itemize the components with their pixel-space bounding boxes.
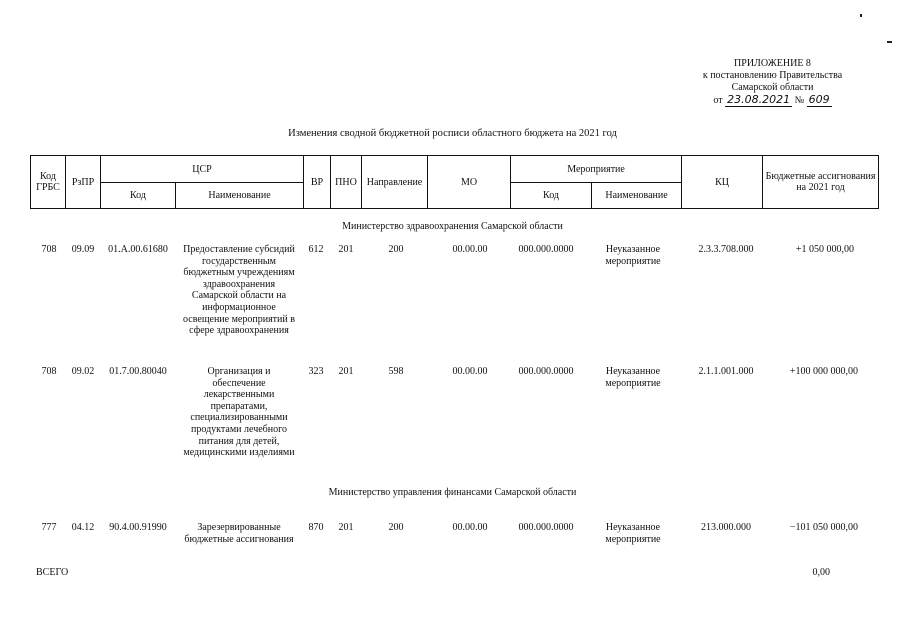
- header-kc: КЦ: [682, 156, 763, 209]
- header-mo: МО: [428, 156, 511, 209]
- cell-mer-name: Неуказанное мероприятие: [605, 522, 661, 545]
- header-budget: Бюджетные ассигнования на 2021 год: [763, 156, 879, 209]
- total-value: 0,00: [812, 567, 830, 578]
- cell-csr: 01.А.00.61680: [108, 244, 168, 255]
- cell-rzpr: 09.02: [71, 366, 95, 377]
- cell-amount: +1 050 000,00: [795, 244, 854, 255]
- cell-pno: 201: [338, 244, 354, 255]
- cell-vr: 612: [308, 244, 324, 255]
- cell-vr: 323: [308, 366, 324, 377]
- cell-csr: 90.4.00.91990: [109, 522, 167, 533]
- header-csr-kod: Код: [101, 183, 176, 209]
- handwritten-date: 23.08.2021: [727, 93, 791, 106]
- cell-rzpr: 09.09: [71, 244, 95, 255]
- cell-mer-name: Неуказанное мероприятие: [605, 366, 661, 389]
- header-napravlenie: Направление: [362, 156, 428, 209]
- number-prefix: №: [794, 95, 805, 106]
- cell-direction: 200: [388, 244, 404, 255]
- appendix-line-resolution: к постановлению Правительства: [702, 70, 843, 81]
- cell-kc: 2.3.3.708.000: [698, 244, 754, 255]
- cell-mer-kod: 000.000.0000: [518, 244, 574, 255]
- cell-pno: 201: [338, 366, 354, 377]
- cell-name: Организация и обеспечение лекарственными препаратами, специализированными продуктами лечебного питания для детей, медицинскими изделиями: [183, 366, 295, 459]
- cell-amount: +100 000 000,00: [789, 366, 858, 377]
- handwritten-number: 609: [808, 93, 830, 106]
- appendix-title: ПРИЛОЖЕНИЕ 8: [734, 58, 811, 69]
- header-mer-name: Наименование: [592, 183, 682, 209]
- cell-mer-kod: 000.000.0000: [518, 366, 574, 377]
- cell-grbs: 777: [41, 522, 57, 533]
- cell-grbs: 708: [41, 366, 57, 377]
- cell-mo: 00.00.00: [452, 522, 488, 533]
- cell-amount: −101 050 000,00: [789, 522, 858, 533]
- cell-mo: 00.00.00: [452, 366, 488, 377]
- cell-mer-name: Неуказанное мероприятие: [605, 244, 661, 267]
- cell-mo: 00.00.00: [452, 244, 488, 255]
- cell-vr: 870: [308, 522, 324, 533]
- cell-pno: 201: [338, 522, 354, 533]
- header-vr: ВР: [304, 156, 331, 209]
- document-title: Изменения сводной бюджетной росписи областного бюджета на 2021 год: [288, 128, 617, 139]
- cell-direction: 598: [388, 366, 404, 377]
- cell-name: Предоставление субсидий государственным бюджетным учреждениям здравоохранения Самарской области на информационное освещение мероприятий в сфере здравоохранения: [183, 244, 295, 337]
- section-title: Министерство управления финансами Самарской области: [328, 487, 577, 498]
- header-pno: ПНО: [331, 156, 362, 209]
- cell-kc: 2.1.1.001.000: [698, 366, 754, 377]
- cell-grbs: 708: [41, 244, 57, 255]
- appendix-line-region: Самарской области: [731, 82, 814, 93]
- header-rzpr: РзПР: [66, 156, 101, 209]
- table-header: [30, 155, 879, 209]
- header-csr: ЦСР: [101, 156, 304, 183]
- appendix-block: [660, 58, 885, 107]
- section-title: Министерство здравоохранения Самарской области: [342, 221, 563, 232]
- header-csr-name: Наименование: [176, 183, 304, 209]
- scan-mark: [860, 14, 862, 17]
- total-label: ВСЕГО: [36, 567, 69, 578]
- cell-rzpr: 04.12: [71, 522, 95, 533]
- cell-mer-kod: 000.000.0000: [518, 522, 574, 533]
- header-meropriyatie: Мероприятие: [511, 156, 682, 183]
- scan-mark: [887, 41, 892, 43]
- cell-csr: 01.7.00.80040: [109, 366, 167, 377]
- appendix-date-line: [660, 94, 885, 107]
- date-prefix: от: [713, 95, 723, 106]
- cell-kc: 213.000.000: [701, 522, 751, 533]
- header-kod-grbs: Код ГРБС: [31, 156, 66, 209]
- cell-name: Зарезервированные бюджетные ассигнования: [184, 522, 294, 545]
- cell-direction: 200: [388, 522, 404, 533]
- header-mer-kod: Код: [511, 183, 592, 209]
